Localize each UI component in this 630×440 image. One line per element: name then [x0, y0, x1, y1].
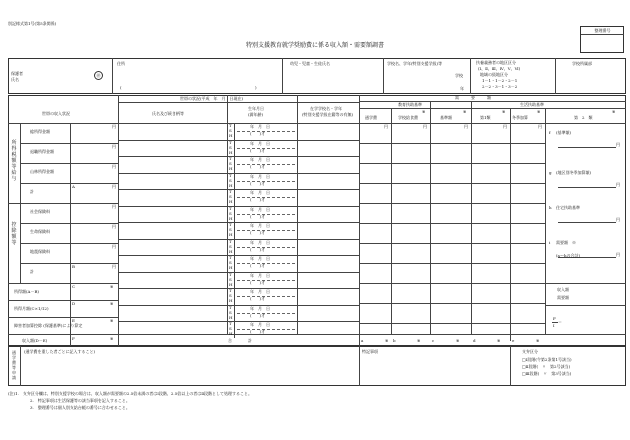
date-divider	[237, 329, 295, 330]
life-underline	[558, 147, 616, 148]
birth-age: ( )才	[250, 263, 266, 268]
seal-mark: ㊞	[94, 71, 103, 80]
date-divider	[237, 230, 295, 231]
life-underline	[558, 222, 616, 223]
birth-age: ( )才	[250, 180, 266, 186]
era-letter: H	[229, 149, 233, 155]
ratio-top: F	[553, 316, 556, 321]
era-letter: T	[229, 123, 232, 128]
era-col-line	[234, 239, 235, 256]
birth-date: 年 月 日	[250, 239, 270, 245]
birth-date: 年 月 日	[250, 206, 270, 212]
era-col-line	[234, 123, 235, 140]
demand-amount-label: 需要額	[557, 295, 569, 300]
income-row-yen: 円	[112, 164, 116, 169]
birth-header-1: 生年月日	[248, 106, 264, 111]
income-row-yen: 円	[112, 244, 116, 249]
demand-divider	[359, 183, 545, 184]
income-total-label: 収入額(D－E)	[22, 338, 48, 343]
income-row-label: 計	[30, 189, 34, 194]
bottom-star: ※	[456, 338, 460, 343]
income-row-label: 社会保険料	[30, 209, 50, 214]
era-col-line	[234, 305, 235, 322]
era-letter: S	[229, 194, 232, 199]
bottom-star: ※	[497, 338, 501, 343]
income-row-label: 計	[30, 269, 34, 274]
era-col-line	[234, 173, 235, 190]
member-divider	[118, 173, 359, 174]
demand-divider	[359, 223, 545, 224]
birth-date: 年 月 日	[250, 190, 270, 195]
calc-row-label: 所得月額(C×1/12)	[14, 306, 49, 311]
era-letter: S	[229, 260, 232, 265]
household-header: 世帯の状況(平成 年 月 日現在)	[180, 96, 244, 101]
era-letter: T	[229, 304, 232, 310]
demand-divider	[359, 303, 545, 304]
era-letter: T	[229, 271, 232, 277]
era-col-line	[234, 140, 235, 157]
era-letter: H	[229, 281, 233, 287]
yen-b: 円	[423, 124, 427, 129]
demand-divider	[359, 323, 545, 324]
col-school-fee: 通学費	[365, 115, 377, 120]
bottom-star: ※	[536, 338, 540, 343]
member-divider	[118, 189, 359, 190]
main-table	[8, 95, 626, 346]
era-letter: H	[229, 248, 233, 254]
member-divider	[118, 305, 359, 306]
era-letter: S	[229, 161, 232, 166]
guardian-name-label: 氏名	[11, 77, 19, 82]
yen-d: 円	[503, 124, 507, 129]
birth-date: 年 月 日	[250, 157, 270, 162]
birth-date: 年 月 日	[250, 223, 270, 228]
row-divider	[20, 243, 118, 244]
star-supply: ※	[422, 109, 426, 114]
region-label-5: 2－2・3－1・3－2	[482, 84, 518, 89]
star-class1: ※	[502, 109, 506, 114]
row-col-line	[70, 143, 71, 163]
income-row-yen: 円	[112, 264, 116, 269]
income-amount-label: 収入額	[557, 287, 569, 292]
student-name-label: 幼児・児童・生徒氏名	[290, 61, 330, 66]
era-col-line	[234, 321, 235, 338]
life-label: (地区別冬季加算額)	[556, 170, 592, 175]
life-letter: f	[549, 130, 551, 135]
date-divider	[237, 296, 295, 297]
income-row-label: 退職所得金額	[30, 149, 54, 154]
calc-row-star: ※	[110, 318, 114, 323]
grand-total: 合 計	[228, 338, 252, 343]
birth-date: 年 月 日	[250, 140, 270, 146]
row-col-line	[70, 223, 71, 243]
income-header: 世帯の収入状況	[42, 111, 70, 116]
life-letter: i	[549, 240, 551, 245]
era-col-line	[234, 255, 235, 272]
calc-row-letter: C	[72, 284, 76, 289]
calc-divider	[8, 317, 118, 318]
life-underline	[558, 187, 616, 188]
row-col-line	[70, 203, 71, 223]
demand-divider	[359, 143, 545, 144]
income-row-yen: 円	[112, 204, 116, 209]
birth-age: ( )才	[250, 147, 266, 153]
income-row-yen: 円	[112, 124, 116, 129]
calc-row-star: ※	[110, 284, 114, 289]
calc-row-letter: E	[72, 318, 75, 323]
member-divider	[118, 239, 359, 240]
income-row-label: 生命保険料	[30, 229, 50, 234]
birth-header-2: (満年齢)	[248, 112, 264, 117]
school-header-2: (特別支援学級在籍等の有無)	[302, 112, 354, 117]
page-title: 特別支援教育就学奨励費に係る収入額・需要額調書	[245, 42, 384, 49]
member-divider	[118, 321, 359, 322]
birth-date: 年 月 日	[250, 322, 270, 327]
calc-col-line	[70, 283, 71, 300]
row-col-line	[70, 163, 71, 183]
star-class2: ※	[612, 109, 616, 114]
school-suffix: 学校	[455, 73, 463, 78]
era-letter: T	[229, 255, 232, 260]
era-col-line	[234, 222, 235, 239]
edu-header: 教育扶助基準	[398, 102, 422, 107]
bottom-letter: a	[361, 338, 364, 343]
era-col-line	[234, 156, 235, 173]
birth-age: ( )才	[250, 312, 266, 318]
life-yen: 円	[616, 142, 620, 147]
income-row-yen: 円	[112, 224, 116, 229]
era-letter: H	[229, 314, 233, 320]
income-row-yen: 円	[112, 144, 116, 149]
region-label-1: 扶養義務者の地区区分	[476, 60, 516, 65]
income-row-label: 地震保険料	[30, 249, 50, 254]
member-divider	[118, 288, 359, 289]
income-row-label: 総所得金額	[30, 129, 50, 134]
birth-date: 年 月 日	[250, 289, 270, 294]
yen-a: 円	[384, 124, 388, 129]
demand-divider	[359, 163, 545, 164]
era-letter: T	[229, 222, 232, 227]
era-letter: H	[229, 133, 233, 138]
notes-left-text[interactable]: (通学費を重した者ごとに記入すること)	[24, 349, 96, 354]
demand-divider	[359, 243, 545, 244]
era-letter: S	[229, 227, 232, 232]
member-divider	[118, 206, 359, 207]
era-letter: S	[229, 293, 232, 298]
era-letter: S	[229, 309, 232, 315]
income-row-label: 山林所得金額	[30, 169, 54, 174]
school-label: 学校名、学年(特別支援学級)等	[387, 61, 443, 66]
yen-c: 円	[464, 124, 468, 129]
life-letter: h	[549, 205, 552, 210]
member-divider	[118, 272, 359, 273]
era-col-line	[234, 288, 235, 305]
birth-date: 年 月 日	[250, 256, 270, 261]
col-supply: 学校給食費	[398, 115, 418, 120]
birth-age: ( )才	[250, 164, 266, 169]
birth-date: 年 月 日	[250, 305, 270, 311]
date-divider	[237, 197, 295, 198]
school-header-1: 在学学校名・学年	[310, 106, 342, 111]
life-label: (基準額)	[556, 130, 572, 135]
member-header: 氏名及び続き柄等	[152, 111, 184, 116]
life-header: 生活扶助基準	[520, 102, 544, 107]
star-winter: ※	[537, 109, 541, 114]
bottom-star: ※	[385, 338, 389, 343]
region-label-3: 地域の級地区分	[480, 72, 508, 77]
era-letter: S	[229, 210, 232, 216]
row-col-line	[70, 183, 71, 203]
bottom-letter: c	[432, 338, 435, 343]
address-label: 住所	[117, 61, 125, 66]
col-class1: 第1類	[480, 115, 491, 120]
support-option[interactable]: □Ⅱ段階( 〃 第2号該当)	[522, 364, 571, 369]
footnote-2: 2. 特記事項は生活保護等の該当事項を記入すること。	[30, 398, 130, 403]
notes-left-label: 通学費等申請	[12, 350, 16, 380]
era-letter: H	[229, 166, 233, 171]
birth-date: 年 月 日	[250, 173, 270, 179]
life-label: 住宅扶助基準	[556, 205, 580, 210]
income-row-letter: A	[72, 184, 75, 189]
demand-divider	[359, 263, 545, 264]
footnote-3: 3. 整理番号は個人別支給台帳の番号に合わせること。	[30, 405, 130, 410]
member-divider	[118, 156, 359, 157]
era-letter: T	[229, 172, 232, 178]
bottom-letter: b	[393, 338, 396, 343]
era-letter: H	[229, 215, 233, 221]
col-class2: 第 2 類	[574, 115, 593, 120]
support-option[interactable]: □Ⅰ段階(令第2条第1号該当)	[522, 357, 572, 362]
ratio-equals: ＝	[558, 319, 562, 324]
era-letter: S	[229, 177, 232, 183]
row-col-line	[70, 243, 71, 263]
region-label-2: (Ⅰ、Ⅱ、Ⅲ、Ⅳ、Ⅴ、Ⅵ)	[478, 66, 521, 71]
era-letter: H	[229, 199, 233, 204]
era-letter: H	[229, 232, 233, 237]
birth-age: ( )才	[250, 230, 266, 235]
row-col-line	[70, 123, 71, 143]
era-letter: S	[229, 144, 232, 150]
date-divider	[237, 313, 295, 314]
era-letter: H	[229, 331, 233, 336]
birth-age: ( )才	[250, 279, 266, 285]
phone-paren-left: (	[120, 85, 122, 90]
era-letter: T	[229, 189, 232, 194]
bottom-letter: e	[512, 338, 515, 343]
row-divider	[20, 263, 118, 264]
birth-date: 年 月 日	[250, 272, 270, 278]
special-notes-label[interactable]: 特記事項	[362, 349, 378, 354]
era-letter: T	[229, 321, 232, 326]
guardian-label: 保護者	[11, 71, 23, 76]
phone-paren-right: )	[255, 85, 257, 90]
life-label: (a～hの合計)	[556, 253, 581, 258]
date-divider	[237, 280, 295, 281]
era-letter: S	[229, 128, 232, 133]
birth-age: ( )才	[250, 131, 266, 136]
era-col-line	[234, 272, 235, 289]
birth-age: ( )才	[250, 329, 266, 334]
life-yen: 円	[616, 217, 620, 222]
calc-row-star: ※	[110, 301, 114, 306]
calc-row-label: 所得額(A－B)	[14, 289, 39, 294]
era-letter: H	[229, 298, 233, 303]
row-divider	[20, 203, 118, 204]
life-letter: g	[549, 170, 552, 175]
row-divider	[20, 143, 118, 144]
ratio-bottom: I	[553, 323, 555, 328]
life-yen: 円	[616, 252, 620, 257]
bottom-star: ※	[417, 338, 421, 343]
era-letter: T	[229, 156, 232, 161]
form-number: 別記様式第1号(第5条関係)	[8, 21, 57, 26]
era-letter: S	[229, 243, 232, 249]
date-divider	[237, 164, 295, 165]
era-col-line	[234, 206, 235, 223]
yen-e: 円	[538, 124, 542, 129]
era-letter: S	[229, 326, 232, 331]
member-divider	[118, 255, 359, 256]
era-letter: H	[229, 265, 233, 270]
row-divider	[20, 163, 118, 164]
date-divider	[237, 181, 295, 182]
birth-age: ( )才	[250, 296, 266, 301]
era-letter: T	[229, 288, 232, 293]
col-winter: 冬季加算	[512, 115, 528, 120]
demand-divider	[359, 283, 545, 284]
income-row-yen: 円	[112, 184, 116, 189]
date-divider	[237, 263, 295, 264]
date-divider	[237, 214, 295, 215]
support-option[interactable]: □Ⅲ段階( 〃 第3号該当)	[522, 371, 572, 376]
date-divider	[237, 131, 295, 132]
era-letter: H	[229, 182, 233, 188]
calc-row-label: 障害者加算控除 (保護基準)により算定	[14, 323, 83, 328]
row-divider	[20, 183, 118, 184]
grade-suffix: 年	[460, 86, 464, 91]
footnote-1: (注)1. 支弁区分欄は、特別支援学校の場合は、収入額が需要額の2.5倍未満の者はⅠ段階、2.5倍以上の者はⅡ段階として処理すること。	[8, 391, 252, 396]
member-divider	[118, 222, 359, 223]
birth-date: 年 月 日	[250, 124, 270, 129]
group-salary-label: 所得税額等給与	[11, 140, 17, 182]
birth-age: ( )才	[250, 213, 266, 219]
calc-col-line	[70, 300, 71, 317]
calc-divider	[8, 300, 118, 301]
birth-age: ( )才	[250, 197, 266, 202]
group-tax-label: 控除額等	[11, 222, 17, 246]
support-label: 支弁区分	[522, 349, 538, 354]
row-divider	[20, 223, 118, 224]
calc-row-letter: D	[72, 301, 76, 306]
life-yen: 円	[616, 182, 620, 187]
bottom-letter: d	[473, 338, 476, 343]
life-label: 需要額 ※	[556, 240, 576, 245]
col-basic: 基準額	[440, 115, 452, 120]
era-letter: T	[229, 238, 232, 244]
income-total-star: ※	[110, 336, 114, 341]
era-letter: T	[229, 205, 232, 211]
income-row-letter: B	[72, 264, 75, 269]
member-divider	[118, 140, 359, 141]
income-total-letter: F	[72, 336, 75, 341]
era-letter: S	[229, 276, 232, 282]
calc-divider	[8, 283, 118, 284]
birth-age: ( )才	[250, 246, 266, 252]
date-divider	[237, 247, 295, 248]
region-label-4: 1－1・1－2・2－1	[482, 78, 518, 83]
era-col-line	[234, 189, 235, 206]
date-divider	[237, 148, 295, 149]
serial-number-label: 整理番号	[594, 28, 611, 33]
calc-col-line	[70, 317, 71, 334]
era-letter: T	[229, 139, 232, 145]
demand-divider	[359, 203, 545, 204]
dept-label: 学校所属部	[572, 61, 592, 66]
row-col-line	[70, 263, 71, 283]
demand-header: 需 要 額	[455, 95, 491, 100]
star-basic: ※	[463, 109, 467, 114]
